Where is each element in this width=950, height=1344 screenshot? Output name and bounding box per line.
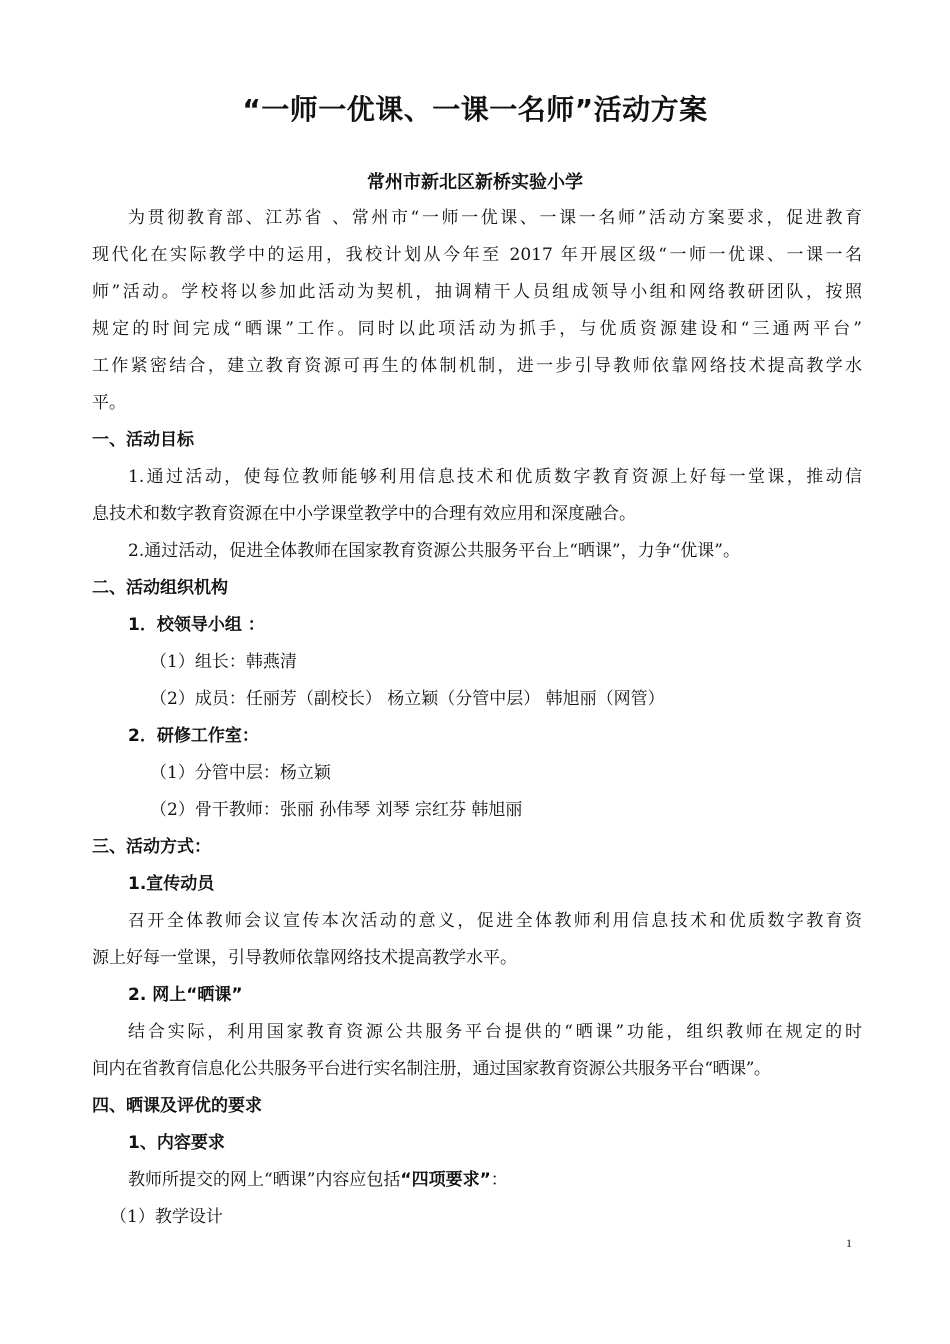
section-4-sub-1: 1、内容要求 bbox=[128, 1133, 225, 1153]
intro-line-4: 规定的时间完成“晒课”工作。同时以此项活动为抓手，与优质资源建设和“三通两平台” bbox=[92, 319, 862, 339]
section-2-sub-1: 1．校领导小组 ： bbox=[128, 615, 265, 635]
section-3-sub-2-line-2: 间内在省教育信息化公共服务平台进行实名制注册，通过国家教育资源公共服务平台“晒课”。 bbox=[92, 1059, 771, 1079]
requirement-emphasis: “四项要求” bbox=[400, 1170, 491, 1190]
section-2-heading: 二、活动组织机构 bbox=[92, 578, 228, 598]
section-2-sub-1-item-2: （2）成员：任丽芳（副校长） 杨立颖（分管中层） 韩旭丽（网管） bbox=[150, 689, 665, 709]
section-4-requirement-line bbox=[128, 1168, 508, 1192]
section-1-p2: 2.通过活动，促进全体教师在国家教育资源公共服务平台上“晒课”，力争“优课”。 bbox=[128, 541, 740, 561]
section-1-p1-line-2: 息技术和数字教育资源在中小学课堂教学中的合理有效应用和深度融合。 bbox=[92, 504, 636, 524]
section-2-sub-1-item-1: （1）组长：韩燕清 bbox=[150, 652, 297, 672]
intro-line-3: 师”活动。学校将以参加此活动为契机，抽调精干人员组成领导小组和网络教研团队，按照 bbox=[92, 282, 862, 302]
page-number: 1 bbox=[846, 1236, 852, 1250]
section-3-sub-2: 2. 网上“晒课” bbox=[128, 985, 243, 1005]
section-4-item-1: （1）教学设计 bbox=[110, 1207, 223, 1227]
section-2-sub-2-item-1: （1）分管中层：杨立颖 bbox=[150, 763, 331, 783]
section-1-heading: 一、活动目标 bbox=[92, 430, 194, 450]
section-4-heading: 四、晒课及评优的要求 bbox=[92, 1096, 262, 1116]
section-3-sub-1-line-2: 源上好每一堂课，引导教师依靠网络技术提高教学水平。 bbox=[92, 948, 517, 968]
section-2-sub-2-item-2: （2）骨干教师：张丽 孙伟琴 刘琴 宗红芬 韩旭丽 bbox=[150, 800, 523, 820]
section-3-heading: 三、活动方式： bbox=[92, 837, 211, 857]
document-title: “一师一优课、一课一名师”活动方案 bbox=[242, 93, 708, 126]
section-3-sub-1-line-1: 召开全体教师会议宣传本次活动的意义，促进全体教师利用信息技术和优质数字教育资 bbox=[128, 911, 862, 931]
section-3-sub-2-line-1: 结合实际，利用国家教育资源公共服务平台提供的“晒课”功能，组织教师在规定的时 bbox=[128, 1022, 862, 1042]
requirement-prefix: 教师所提交的网上“晒课”内容应包括 bbox=[128, 1170, 401, 1190]
section-2-sub-2: 2．研修工作室： bbox=[128, 726, 259, 746]
section-1-p1-line-1: 1.通过活动，使每位教师能够利用信息技术和优质数字教育资源上好每一堂课，推动信 bbox=[128, 467, 862, 487]
requirement-suffix: ： bbox=[490, 1170, 508, 1190]
intro-line-1: 为贯彻教育部、江苏省 、常州市“一师一优课、一课一名师”活动方案要求，促进教育 bbox=[128, 208, 862, 228]
section-3-sub-1: 1.宣传动员 bbox=[128, 874, 215, 894]
school-name: 常州市新北区新桥实验小学 bbox=[367, 172, 583, 193]
intro-line-2: 现代化在实际教学中的运用，我校计划从今年至 2017 年开展区级“一师一优课、一课一名 bbox=[92, 245, 862, 265]
intro-line-6: 平。 bbox=[92, 393, 126, 413]
intro-line-5: 工作紧密结合，建立教育资源可再生的体制机制，进一步引导教师依靠网络技术提高教学水 bbox=[92, 356, 862, 376]
